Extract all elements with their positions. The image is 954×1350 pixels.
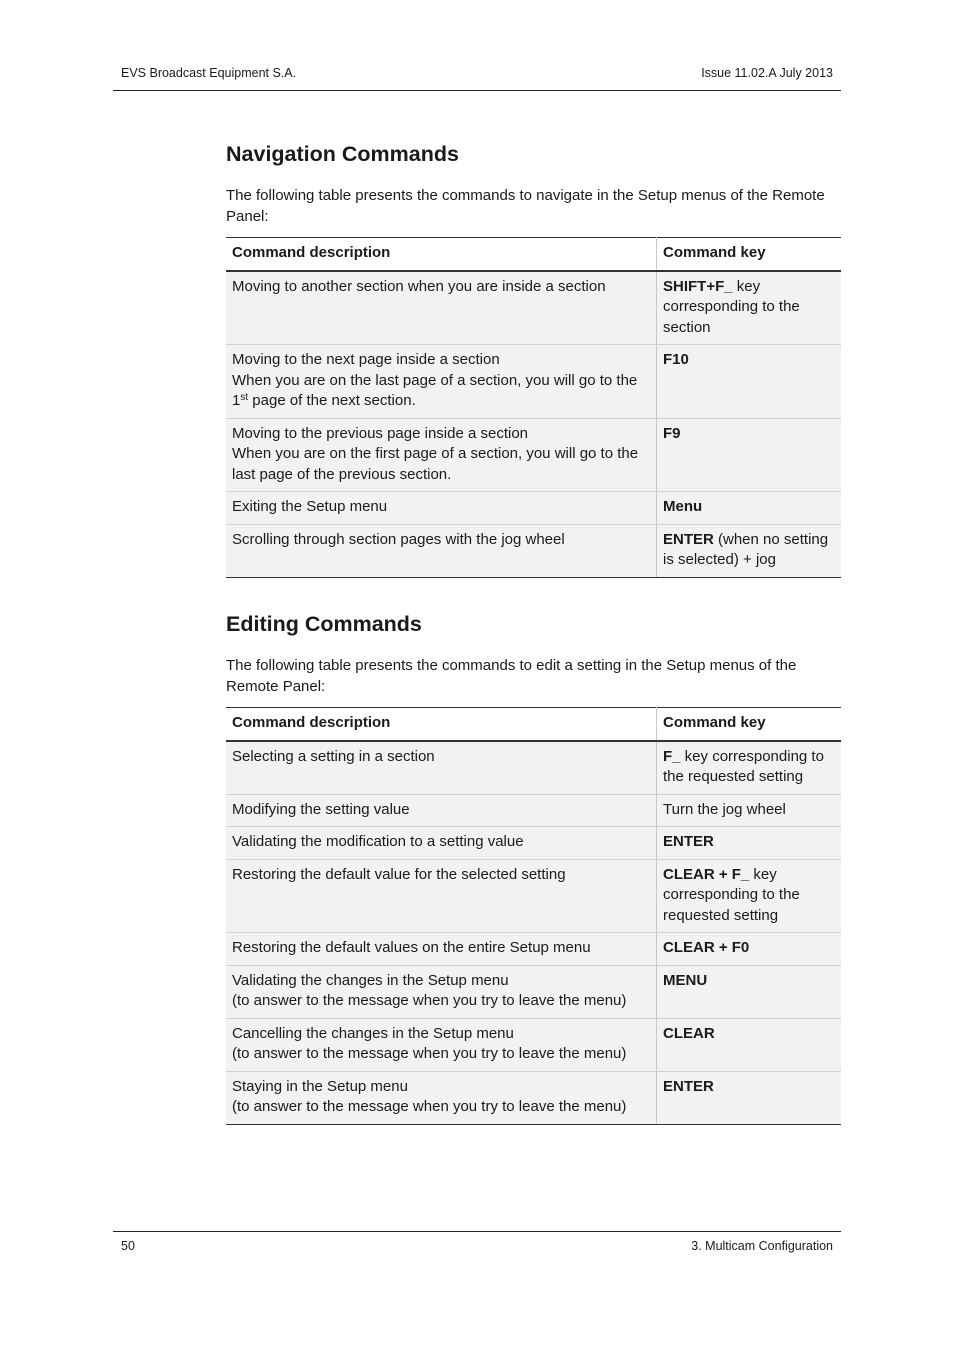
table-row	[226, 418, 841, 492]
command-key: ENTER (when no setting is selected) + jog	[657, 524, 842, 577]
navigation-table	[226, 237, 841, 578]
table-header-row	[226, 708, 841, 741]
page-footer	[113, 1231, 841, 1253]
column-header-description: Command description	[226, 708, 657, 741]
navigation-title: Navigation Commands	[226, 142, 459, 166]
command-key: SHIFT+F_ key corresponding to the section	[657, 271, 842, 345]
table-row	[226, 794, 841, 827]
command-key: CLEAR	[657, 1018, 842, 1071]
command-key: CLEAR + F_ key corresponding to the requested setting	[657, 859, 842, 933]
header-company: EVS Broadcast Equipment S.A.	[121, 66, 297, 80]
command-description: Moving to another section when you are inside a section	[226, 271, 657, 345]
column-header-key: Command key	[657, 708, 842, 741]
command-key: Menu	[657, 492, 842, 525]
table-row	[226, 741, 841, 795]
navigation-section	[226, 141, 841, 578]
navigation-intro: The following table presents the commands to navigate in the Setup menus of the Remote Panel:	[226, 187, 825, 225]
command-description: Cancelling the changes in the Setup menu (to answer to the message when you try to leave the menu)	[226, 1018, 657, 1071]
command-description: Validating the modification to a setting value	[226, 827, 657, 860]
editing-section	[226, 611, 841, 1125]
command-key: CLEAR + F0	[657, 933, 842, 966]
command-description: Modifying the setting value	[226, 794, 657, 827]
page-header	[113, 66, 841, 91]
column-header-description: Command description	[226, 238, 657, 271]
column-header-key: Command key	[657, 238, 842, 271]
command-key: F9	[657, 418, 842, 492]
editing-intro: The following table presents the commands to edit a setting in the Setup menus of the Remote Panel:	[226, 657, 797, 695]
command-description: Validating the changes in the Setup menu (to answer to the message when you try to leave the menu)	[226, 965, 657, 1018]
header-issue: Issue 11.02.A July 2013	[701, 66, 833, 80]
table-row	[226, 524, 841, 577]
command-key: F_ key corresponding to the requested setting	[657, 741, 842, 795]
command-key: ENTER	[657, 827, 842, 860]
command-description: Exiting the Setup menu	[226, 492, 657, 525]
table-row	[226, 859, 841, 933]
table-row	[226, 1018, 841, 1071]
command-key: Turn the jog wheel	[657, 794, 842, 827]
table-row	[226, 827, 841, 860]
command-key: MENU	[657, 965, 842, 1018]
command-description: Moving to the next page inside a section When you are on the last page of a section, you will go to the 1st page of the next section.	[226, 345, 657, 419]
chapter-title: 3. Multicam Configuration	[691, 1239, 833, 1253]
command-key: ENTER	[657, 1071, 842, 1124]
command-description: Restoring the default values on the entire Setup menu	[226, 933, 657, 966]
table-row	[226, 271, 841, 345]
editing-title: Editing Commands	[226, 612, 422, 636]
editing-table	[226, 707, 841, 1125]
table-row	[226, 933, 841, 966]
table-row	[226, 492, 841, 525]
command-key: F10	[657, 345, 842, 419]
table-row	[226, 1071, 841, 1124]
command-description: Scrolling through section pages with the jog wheel	[226, 524, 657, 577]
command-description: Selecting a setting in a section	[226, 741, 657, 795]
command-description: Moving to the previous page inside a section When you are on the first page of a section, you will go to the last page of the previous section.	[226, 418, 657, 492]
page-number: 50	[121, 1239, 135, 1253]
command-description: Restoring the default value for the selected setting	[226, 859, 657, 933]
table-row	[226, 965, 841, 1018]
command-description: Staying in the Setup menu (to answer to the message when you try to leave the menu)	[226, 1071, 657, 1124]
table-header-row	[226, 238, 841, 271]
table-row	[226, 345, 841, 419]
